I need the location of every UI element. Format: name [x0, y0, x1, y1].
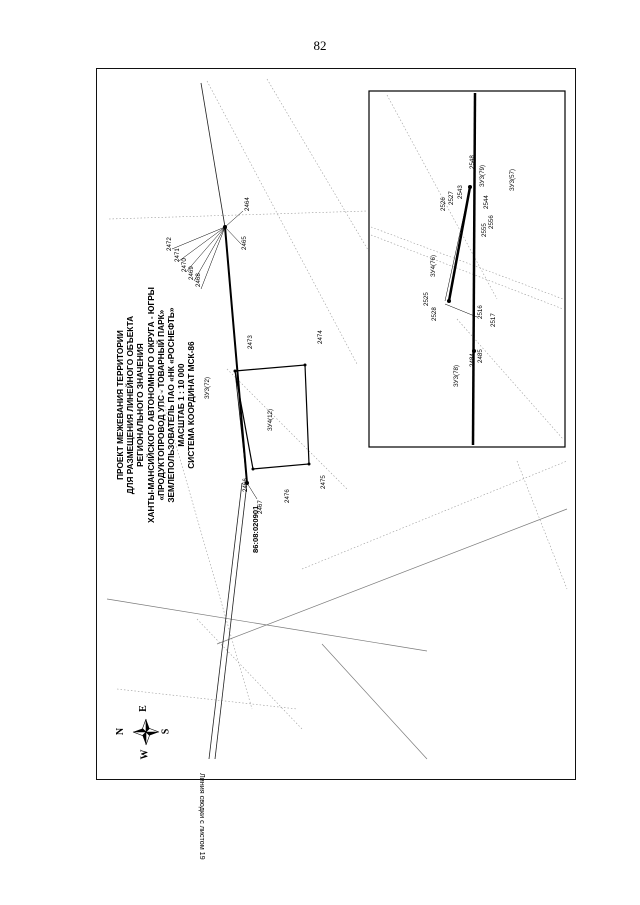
- title-line: «ПРОДУКТОПРОВОД УПС - ТОВАРНЫЙ ПАРК»: [155, 309, 166, 501]
- point-label: 2474: [317, 330, 324, 344]
- compass-letter-n: N: [115, 727, 127, 736]
- contour-line: [517, 461, 567, 589]
- point-label: 2468: [195, 273, 202, 287]
- point-marker: [252, 468, 255, 471]
- compass-letter-e: E: [137, 705, 149, 712]
- point-label: 2472: [166, 237, 173, 251]
- point-label: 2465: [241, 236, 248, 250]
- inset-zone-label: ЗУ4(76): [430, 254, 437, 277]
- title-line: МАСШТАБ 1 : 10 000: [176, 363, 187, 447]
- inset-point-label: 2528: [431, 307, 438, 321]
- inset-point-label: 2516: [477, 305, 484, 319]
- pipeline-line: [201, 83, 225, 227]
- inset-point: [447, 299, 451, 303]
- compass-letter-w: W: [139, 749, 151, 760]
- leader-line: [179, 227, 225, 261]
- point-label: 2469: [188, 266, 195, 280]
- inset-point-label: 2548: [469, 155, 476, 169]
- inset-point: [468, 185, 472, 189]
- compass-rose: [133, 719, 159, 745]
- inset-point-label: 2526: [440, 197, 447, 211]
- point-label: 2464: [244, 197, 251, 211]
- boundary-line: [322, 644, 427, 759]
- contour-line: [109, 211, 367, 219]
- inset-point-label: 2517: [490, 313, 497, 327]
- inset-point-label: 2485: [477, 349, 484, 363]
- leader-line: [201, 227, 225, 289]
- inset-point-label: 2543: [457, 185, 464, 199]
- contour-line: [302, 461, 567, 569]
- point-marker: [304, 364, 307, 367]
- inset-zone-label: ЗУ3(78): [453, 364, 460, 387]
- inset-point-label: 2525: [423, 292, 430, 306]
- title-line: СИСТЕМА КООРДИНАТ МСК-86: [186, 341, 197, 469]
- pipeline-line: [209, 483, 242, 759]
- point-marker: [234, 370, 237, 373]
- contour-line: [197, 619, 302, 729]
- inset-point-label: 2527: [448, 191, 455, 205]
- inset-point-label: 2484: [469, 353, 476, 367]
- title-line: ДЛЯ РАЗМЕЩЕНИЯ ЛИНЕЙНОГО ОБЪЕКТА: [125, 315, 136, 495]
- title-line: РЕГИОНАЛЬНОГО ЗНАЧЕНИЯ: [135, 343, 146, 467]
- point-label: 2471: [174, 248, 181, 262]
- page-number: 82: [313, 38, 327, 53]
- sheet-link-label: Линия сводки с листом 19: [198, 773, 207, 860]
- leader-line: [225, 227, 241, 244]
- point-label: 2475: [320, 475, 327, 489]
- title-line: ЗЕМЛЕПОЛЬЗОВАТЕЛЬ ПАО «НК «РОСНЕФТЬ»: [166, 307, 177, 503]
- point-label: 2466: [242, 478, 249, 492]
- leader-line: [172, 227, 225, 249]
- point-marker: [223, 225, 227, 229]
- inset-point-label: 2556: [488, 215, 495, 229]
- inset-point-label: 2555: [481, 223, 488, 237]
- title-line: ХАНТЫ-МАНСИЙСКОГО АВТОНОМНОГО ОКРУГА - ЮГРЫ: [145, 287, 156, 523]
- point-label: 2473: [247, 335, 254, 349]
- map-frame: [96, 68, 576, 860]
- boundary-line: [217, 509, 567, 644]
- compass-letter-s: S: [160, 728, 172, 735]
- inset-point-label: 2544: [483, 195, 490, 209]
- inset-zone-label: ЗУ3(79): [479, 164, 486, 187]
- point-label: 2470: [181, 258, 188, 272]
- pipeline-bold: [225, 227, 247, 483]
- title-line: ПРОЕКТ МЕЖЕВАНИЯ ТЕРРИТОРИИ: [115, 330, 125, 480]
- inset-zone-label: ЗУ3(57): [509, 168, 516, 191]
- cadastral-quarter: 86:08:020901: [251, 505, 260, 553]
- title-block: [115, 287, 197, 523]
- point-label: 2476: [284, 489, 291, 503]
- contour-line: [207, 81, 357, 364]
- zone-label: ЗУ3(72): [204, 376, 211, 399]
- leader-line: [225, 211, 243, 227]
- point-marker: [308, 463, 311, 466]
- zone-label: ЗУ4(12): [267, 408, 274, 431]
- point-label: 2467: [257, 500, 264, 514]
- inset-frame: [369, 91, 565, 447]
